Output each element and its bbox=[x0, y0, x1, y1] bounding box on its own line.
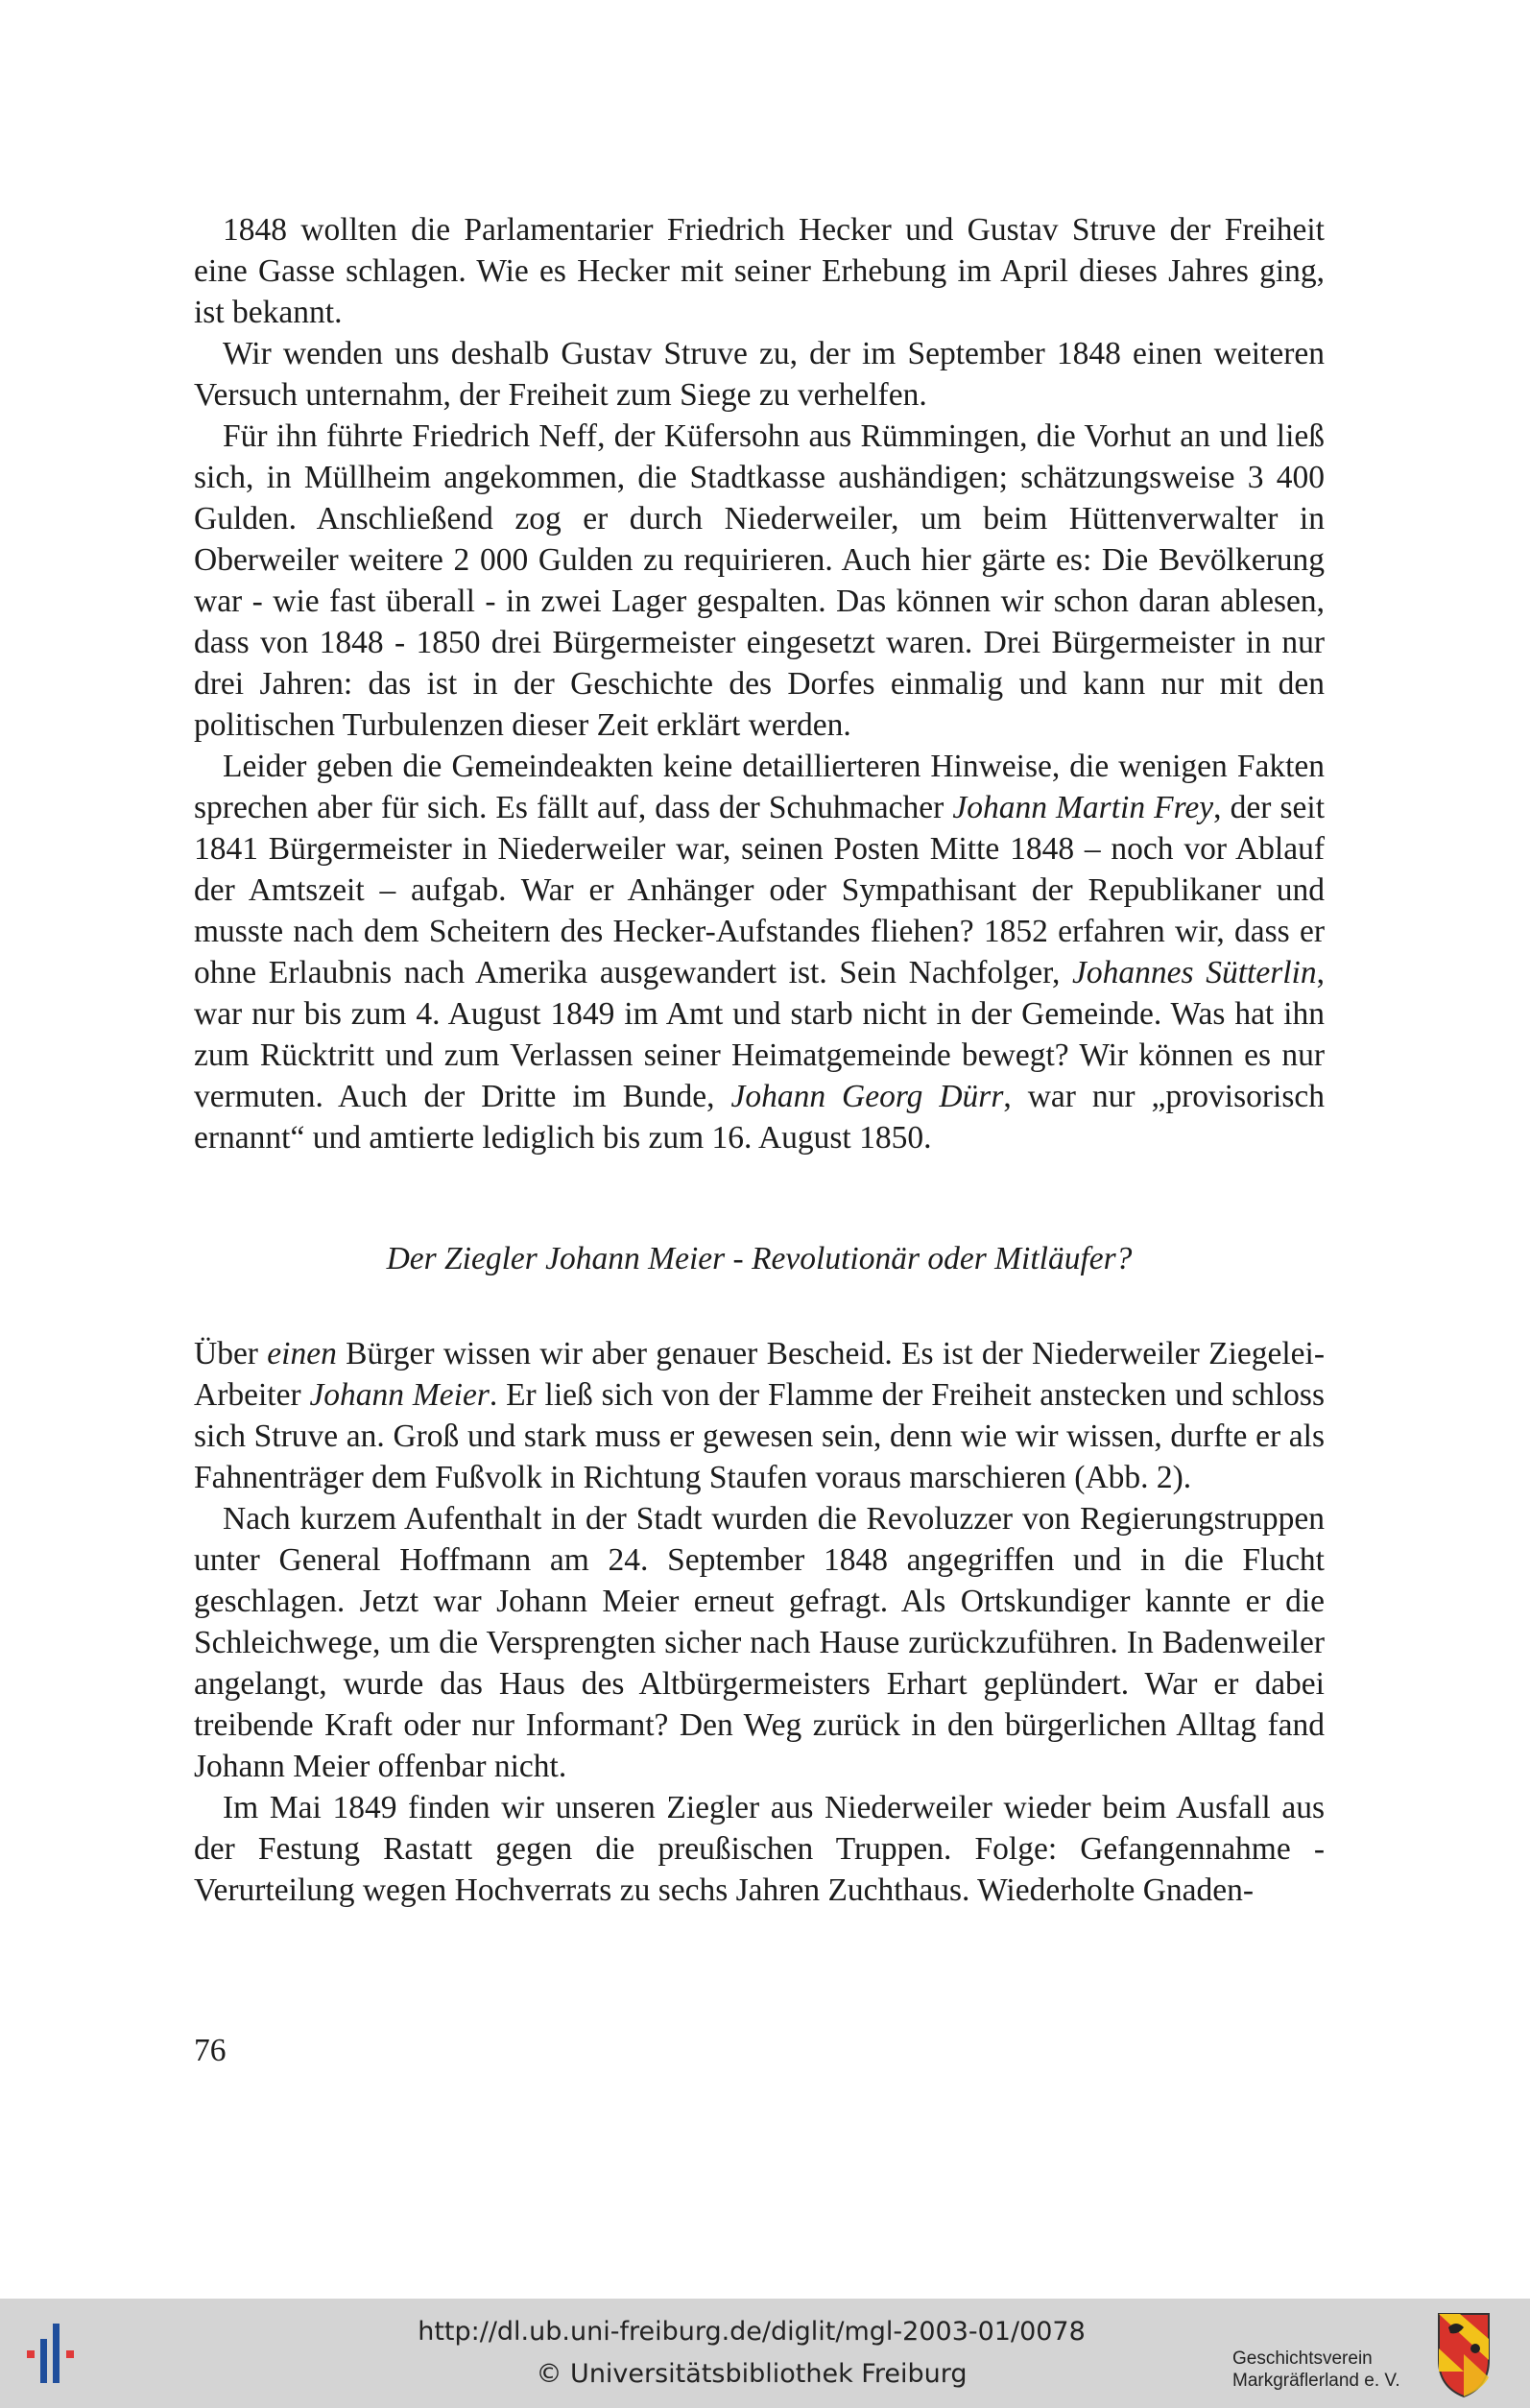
footer-bar bbox=[0, 2299, 1530, 2408]
text-run: . Er ließ sich von der Flamme der Freiheit anstecken und schloss sich Struve an. Groß und stark muss er gewesen sein, denn wie wir wissen, durfte er als Fahnenträger dem Fußvolk in Richtung Staufen voraus marschieren (Abb. 2). bbox=[194, 1377, 1326, 1495]
text-run: Bürger wissen wir aber genauer Bescheid. Es ist der Niederweiler Ziegelei-Arbeiter bbox=[194, 1336, 1325, 1413]
paragraph bbox=[194, 746, 1325, 1158]
paragraph: 1848 wollten die Parlamentarier Friedrich Hecker und Gustav Struve der Freiheit eine Gasse schlagen. Wie es Hecker mit seiner Erhebung im April dieses Jahres ging, ist bekannt. bbox=[194, 212, 1325, 330]
paragraph: Für ihn führte Friedrich Neff, der Küfersohn aus Rümmingen, die Vorhut an und ließ sich, in Müllheim angekommen, die Stadtkasse aushändigen; schätzungsweise 3 400 Gulden. Anschließend zog er durch Niederweiler, um beim Hüttenverwalter in Oberweiler weitere 2 000 Gulden zu requirieren. Auch hier gärte es: Die Bevölkerung war - wie fast überall - in zwei Lager gespalten. Das können wir schon daran ablesen, dass von 1848 - 1850 drei Bürgermeister eingesetzt waren. Drei Bürgermeister in nur drei Jahren: das ist in der Geschichte des Dorfes einmalig und kann nur mit den politischen Turbulenzen dieser Zeit erklärt werden. bbox=[194, 418, 1325, 743]
paragraph bbox=[194, 1333, 1325, 1498]
society-name-line: Geschichtsverein bbox=[1232, 2348, 1373, 2369]
society-name[interactable] bbox=[1232, 2348, 1424, 2392]
text-run: , war nur bis zum 4. August 1849 im Amt und starb nicht in der Gemeinde. Was hat ihn zum Rücktritt und zum Verlassen seiner Heimatgemeinde bewegt? Wir können es nur vermuten. Auch der Dritte im Bunde, bbox=[194, 955, 1325, 1114]
paragraph: Nach kurzem Aufenthalt in der Stadt wurden die Revoluzzer von Regierungstruppen unter General Hoffmann am 24. September 1848 angegriffen und in die Flucht geschlagen. Jetzt war Johann Meier erneut gefragt. Als Ortskundiger kannte er die Schleichwege, um die Versprengten sicher nach Hause zurückzuführen. In Badenweiler angelangt, wurde das Haus des Altbürgermeisters Erhart geplündert. War er dabei treibende Kraft oder nur Informant? Den Weg zurück in den bürgerlichen Alltag fand Johann Meier offenbar nicht. bbox=[194, 1501, 1325, 1784]
text-run: , war nur „provisorisch ernannt“ und amtierte lediglich bis zum 16. August 1850. bbox=[194, 1079, 1325, 1156]
text-run: Leider geben die Gemeindeakten keine detaillierteren Hinweise, die wenigen Fakten sprechen aber für sich. Es fällt auf, dass der Schuhmacher bbox=[194, 749, 1325, 825]
footer-url-link[interactable]: http://dl.ub.uni-freiburg.de/diglit/mgl-2003-01/0078 bbox=[418, 2317, 1086, 2347]
person-name: Johann Martin Frey bbox=[952, 790, 1214, 825]
person-name: Johann Meier bbox=[309, 1377, 490, 1413]
paragraph: Im Mai 1849 finden wir unseren Ziegler aus Niederweiler wieder beim Ausfall aus der Festung Rastatt gegen die preußischen Truppen. Folge: Gefangennahme - Verurteilung wegen Hochverrats zu sechs Jahren Zuchthaus. Wiederholte Gnaden- bbox=[194, 1790, 1325, 1908]
paragraph: Wir wenden uns deshalb Gustav Struve zu, der im September 1848 einen weiteren Versuch unternahm, der Freiheit zum Siege zu verhelfen. bbox=[194, 336, 1325, 413]
coat-of-arms-icon[interactable] bbox=[1435, 2310, 1493, 2398]
person-name: Johannes Sütterlin bbox=[1072, 955, 1317, 990]
section-heading: Der Ziegler Johann Meier - Revolutionär oder Mitläufer? bbox=[386, 1241, 1133, 1276]
footer-copyright: © Universitätsbibliothek Freiburg bbox=[536, 2359, 968, 2389]
society-name-line: Markgräflerland e. V. bbox=[1232, 2371, 1400, 2391]
person-name: Johann Georg Dürr bbox=[730, 1079, 1004, 1114]
page-number: 76 bbox=[194, 2033, 227, 2068]
text-run: Über bbox=[194, 1336, 268, 1371]
page-body bbox=[194, 209, 1325, 1911]
emphasis: einen bbox=[267, 1336, 337, 1371]
text-run: , der seit 1841 Bürgermeister in Niederweiler war, seinen Posten Mitte 1848 – noch vor Ablauf der Amtszeit – aufgab. War er Anhänger oder Sympathisant der Republikaner und musste nach dem Scheitern des Hecker-Aufstandes fliehen? 1852 erfahren wir, dass er ohne Erlaubnis nach Amerika ausgewandert ist. Sein Nachfolger, bbox=[194, 790, 1326, 990]
